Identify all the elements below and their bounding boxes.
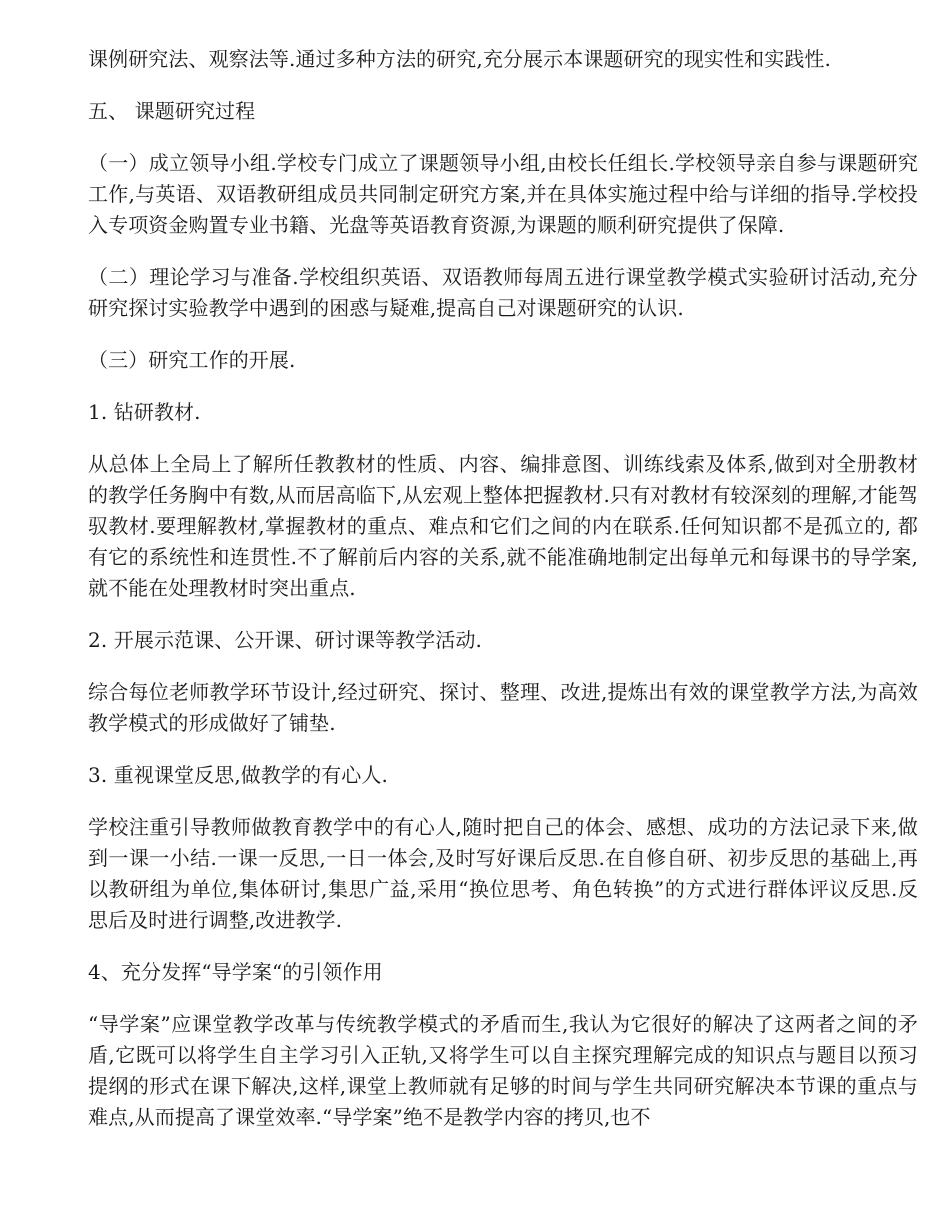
paragraph-leadership-group: （一）成立领导小组.学校专门成立了课题领导小组,由校长任组长.学校领导亲自参与课题研究工作,与英语、双语教研组成员共同制定研究方案,并在具体实施过程中给与详细的指导.学校投入专项资金购置专业书籍、光盘等英语教育资源,为课题的顺利研究提供了保障. — [88, 151, 918, 237]
item-heading-reflection: 3. 重视课堂反思,做教学的有心人. — [88, 763, 388, 787]
section-heading-research-process: 五、 课题研究过程 — [88, 99, 256, 123]
paragraph-demo-lessons: 综合每位老师教学环节设计,经过研究、探讨、整理、改进,提炼出有效的课堂教学方法,为高效教学模式的形成做好了铺垫. — [88, 680, 918, 735]
paragraph-guided-learning-plan: “导学案”应课堂教学改革与传统教学模式的矛盾而生,我认为它很好的解决了这两者之间的矛盾,它既可以将学生自主学习引入正轨,又将学生可以自主探究理解完成的知识点与题目以预习提纲的形式在课下解决,这样,课堂上教师就有足够的时间与学生共同研究解决本节课的重点与难点,从而提高了课堂效率.“导学案”绝不是教学内容的拷贝,也不 — [88, 1012, 918, 1129]
paragraph-methods-tail: 课例研究法、观察法等.通过多种方法的研究,充分展示本课题研究的现实性和实践性. — [88, 47, 831, 71]
paragraph-theory-study: （二）理论学习与准备.学校组织英语、双语教师每周五进行课堂教学模式实验研讨活动,充分研究探讨实验教学中遇到的困惑与疑难,提高自己对课题研究的认识. — [88, 265, 918, 320]
item-heading-demo-lessons: 2. 开展示范课、公开课、研讨课等教学活动. — [88, 628, 482, 652]
item-heading-guided-learning-plan: 4、充分发挥“导学案“的引领作用 — [88, 960, 383, 984]
item-heading-study-textbooks: 1. 钻研教材. — [88, 400, 201, 424]
paragraph-reflection: 学校注重引导教师做教育教学中的有心人,随时把自己的体会、感想、成功的方法记录下来,做到一课一小结.一课一反思,一日一体会,及时写好课后反思.在自修自研、初步反思的基础上,再以教研组为单位,集体研讨,集思广益,采用“换位思考、角色转换”的方式进行群体评议反思.反思后及时进行调整,改进教学. — [88, 815, 918, 932]
paragraph-study-textbooks: 从总体上全局上了解所任教教材的性质、内容、编排意图、训练线索及体系,做到对全册教材的教学任务胸中有数,从而居高临下,从宏观上整体把握教材.只有对教材有较深刻的理解,才能驾驭教材.要理解教材,掌握教材的重点、难点和它们之间的内在联系.任何知识都不是孤立的, 都有它的系统性和连贯性.不了解前后内容的关系,就不能准确地制定出每单元和每课书的导学案,就不能在处理教材时突出重点. — [88, 452, 918, 600]
subheading-research-work: （三）研究工作的开展. — [88, 348, 296, 372]
document-page — [88, 44, 918, 1154]
